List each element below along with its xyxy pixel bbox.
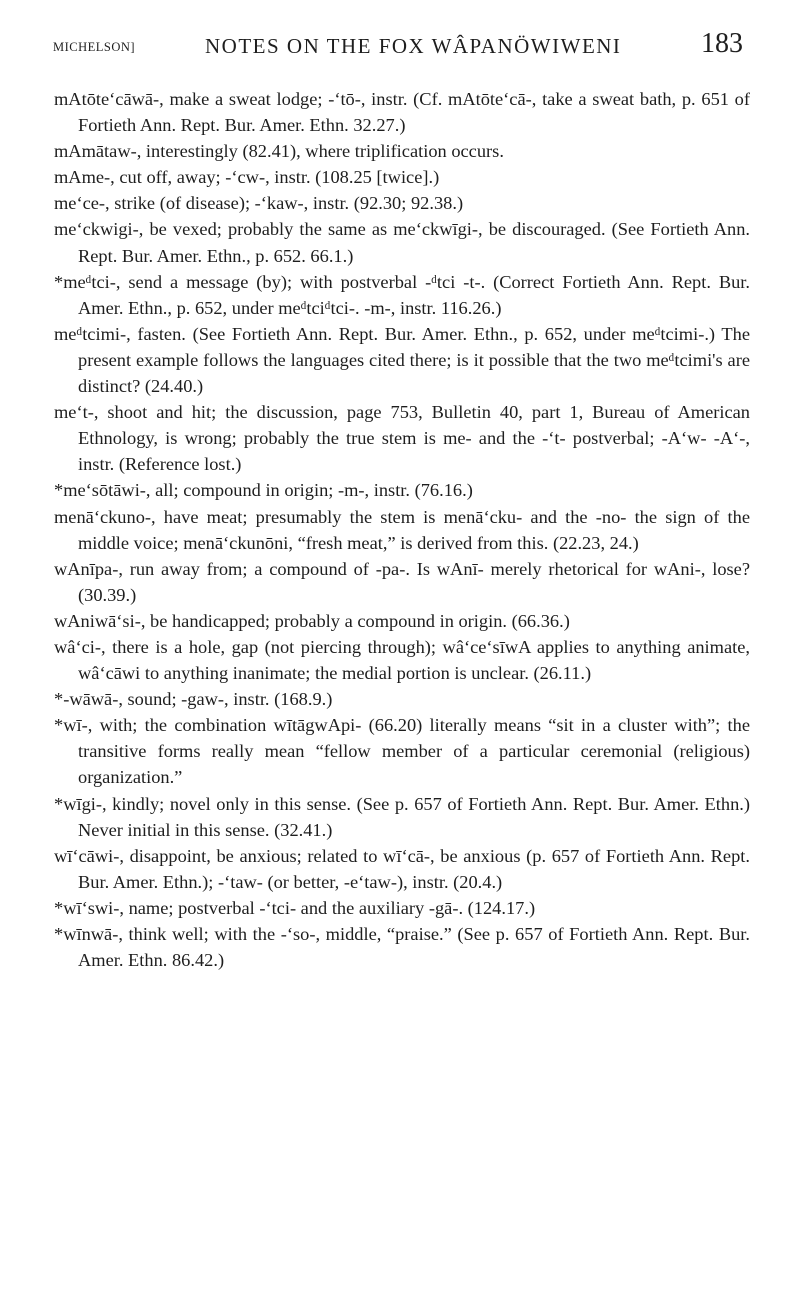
glossary-entry: wAnīpa-, run away from; a compound of -pa-. Is wAnī- merely rhetorical for wAni-, lose? (30.39.) [54,558,750,605]
glossary-entry: mAtōteʻcāwā-, make a sweat lodge; -ʻtō-, instr. (Cf. mAtōteʻcā-, take a sweat bath, p. 651 of Fortieth Ann. Rept. Bur. Amer. Ethn. 32.27.) [54,89,750,136]
glossary-entry: *-wāwā-, sound; -gaw-, instr. (168.9.) [54,689,333,710]
glossary-entry: *wī-, with; the combination wītāgwApi- (66.20) literally means “sit in a cluster with”; the transitive forms really mean “fellow member of a particular ceremonial (religious) organization.” [54,715,750,788]
glossary-entry: wīʻcāwi-, disappoint, be anxious; related to wīʻcā-, be anxious (p. 657 of Fortieth Ann. Rept. Bur. Amer. Ethn.); -ʻtaw- (or better, -eʻtaw-), instr. (20.4.) [54,845,750,892]
glossary-entry: wAniwāʻsi-, be handicapped; probably a compound in origin. (66.36.) [54,610,570,631]
glossary-entry: meᵈtcimi-, fasten. (See Fortieth Ann. Rept. Bur. Amer. Ethn., p. 652, under meᵈtcimi-.) The present example follows the languages cited there; is it possible that the two meᵈtcimi's are distinct? (24.40.) [54,323,750,397]
glossary-entry: *meᵈtci-, send a message (by); with postverbal -ᵈtci -t-. (Correct Fortieth Ann. Rept. Bur. Amer. Ethn., p. 652, under meᵈtciᵈtci-. -m-, instr. 116.26.) [54,271,750,318]
glossary-entry: mAme-, cut off, away; -ʻcw-, instr. (108.25 [twice].) [54,167,440,188]
page-header [0,0,800,80]
glossary-entry: wâʻci-, there is a hole, gap (not piercing through); wâʻceʻsīwA applies to anything animate, wâʻcāwi to anything inanimate; the medial portion is unclear. (26.11.) [54,636,750,684]
glossary-entry: *wīnwā-, think well; with the -ʻso-, middle, “praise.” (See p. 657 of Fortieth Ann. Rept. Bur. Amer. Ethn. 86.42.) [54,924,750,971]
running-head-title: NOTES ON THE FOX WÂPANÖWIWENI [205,34,622,58]
glossary-entry: *wīʻswi-, name; postverbal -ʻtci- and the auxiliary -gā-. (124.17.) [54,897,536,918]
glossary-entry: meʻce-, strike (of disease); -ʻkaw-, instr. (92.30; 92.38.) [54,193,464,214]
glossary-entry: meʻt-, shoot and hit; the discussion, page 753, Bulletin 40, part 1, Bureau of American Ethnology, is wrong; probably the true stem is me- and the -ʻt- postverbal; -Aʻw- -Aʻ-, instr. (Reference lost.) [54,402,750,475]
running-head-author: MICHELSON] [53,40,136,54]
page-number: 183 [701,28,743,59]
glossary-entry: mAmātaw-, interestingly (82.41), where triplification occurs. [54,141,504,162]
glossary-entry: meʻckwigi-, be vexed; probably the same as meʻckwīgi-, be discouraged. (See Fortieth Ann. Rept. Bur. Amer. Ethn., p. 652. 66.1.) [54,219,750,266]
glossary-entry: *wīgi-, kindly; novel only in this sense. (See p. 657 of Fortieth Ann. Rept. Bur. Amer. Ethn.) Never initial in this sense. (32.41.) [54,793,750,840]
glossary-body [54,86,750,973]
glossary-entry: menāʻckuno-, have meat; presumably the stem is menāʻcku- and the -no- the sign of the middle voice; menāʻckunōni, “fresh meat,” is derived from this. (22.23, 24.) [54,506,750,553]
glossary-entry: *meʻsōtāwi-, all; compound in origin; -m-, instr. (76.16.) [54,480,473,501]
